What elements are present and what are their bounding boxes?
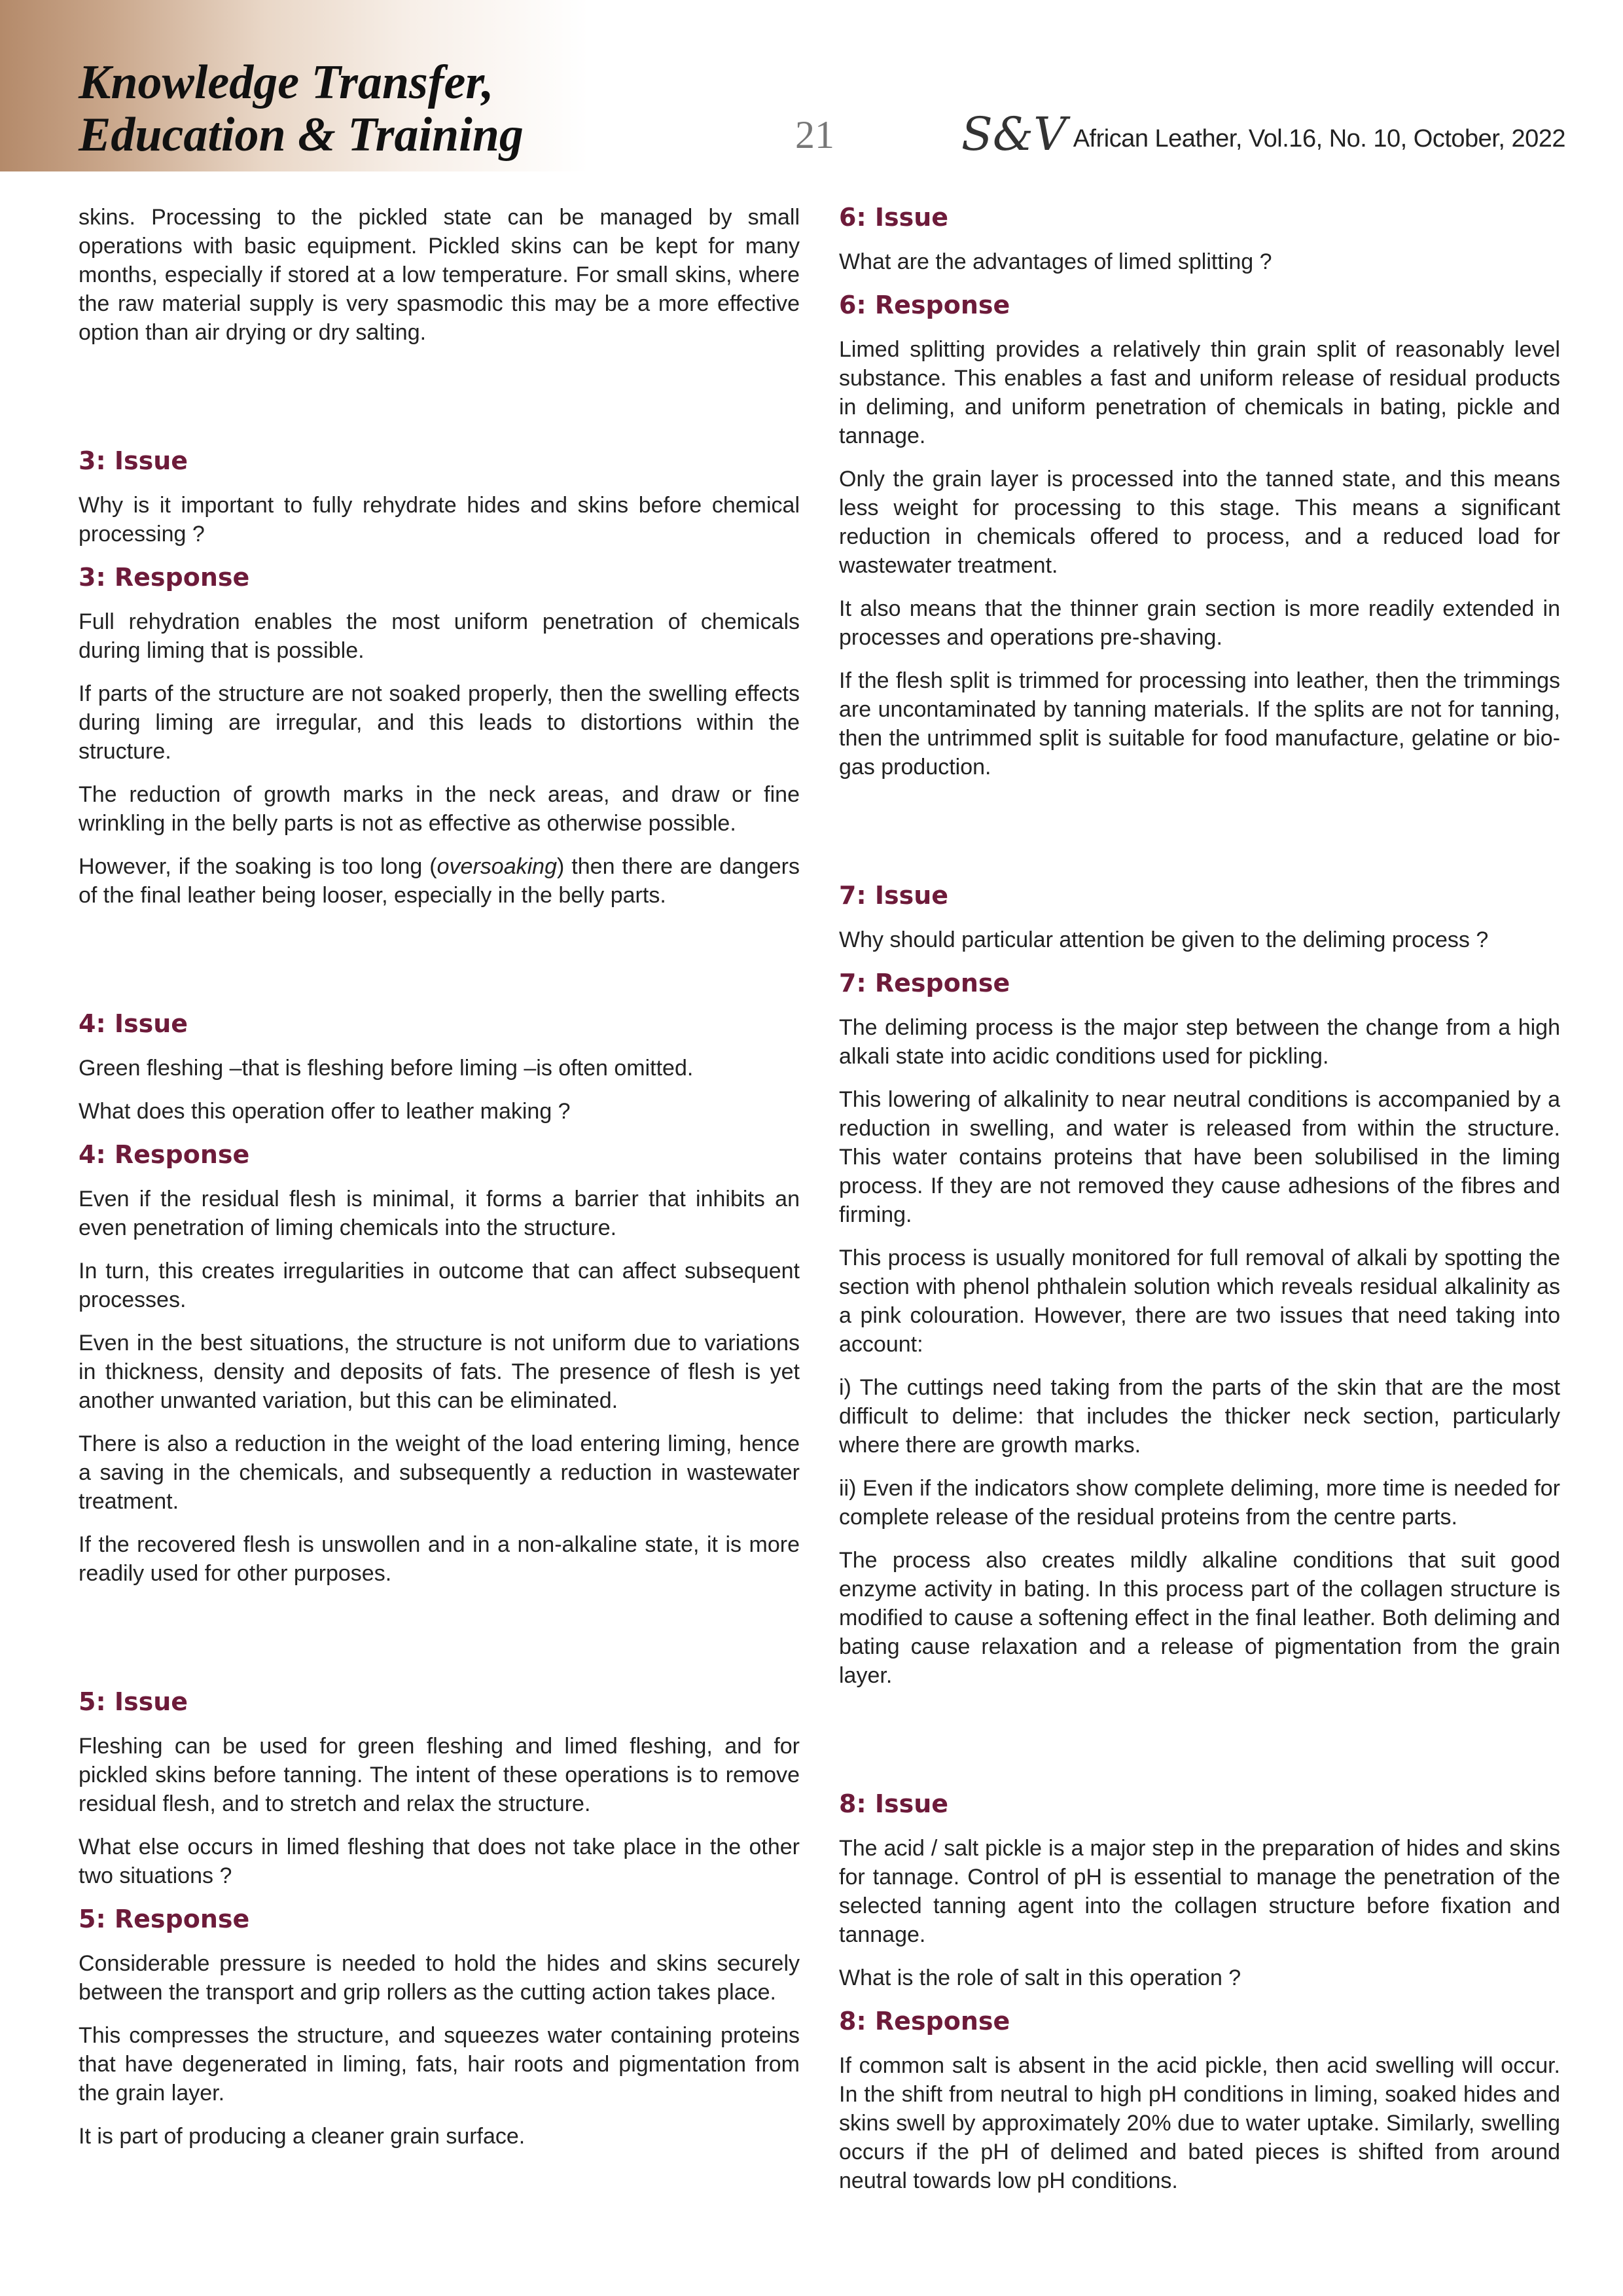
response-7-paragraph: ii) Even if the indicators show complete deliming, more time is needed for complete release of the residual proteins from the centre parts.: [839, 1476, 1560, 1530]
response-3-paragraph: The reduction of growth marks in the neck areas, and draw or fine wrinkling in the belly parts is not as effective as otherwise possible.: [79, 782, 800, 836]
response-5-paragraph: It is part of producing a cleaner grain surface.: [79, 2124, 526, 2149]
response-8-heading: 8: Response: [839, 2007, 1010, 2036]
response-6-paragraph: Only the grain layer is processed into the tanned state, and this means less weight for processing to this stage. This means a significant reduction in chemicals offered to process, and a reduced load for wastewater treatment.: [839, 467, 1560, 578]
response-4-paragraph: Even if the residual flesh is minimal, it forms a barrier that inhibits an even penetration of liming chemicals into the structure.: [79, 1187, 800, 1240]
response-4-paragraph: There is also a reduction in the weight of the load entering liming, hence a saving in the chemicals, and subsequently a reduction in wastewater treatment.: [79, 1431, 800, 1514]
oversoaking-term: oversoaking: [437, 854, 557, 879]
right-column: [839, 203, 1560, 2210]
response-4-paragraph: In turn, this creates irregularities in outcome that can affect subsequent processes.: [79, 1259, 800, 1312]
issue-6-heading: 6: Issue: [839, 203, 949, 232]
journal-citation: African Leather, Vol.16, No. 10, October, 2022: [1073, 125, 1565, 152]
left-column: [79, 203, 800, 2165]
response-5-paragraph: This compresses the structure, and squeezes water containing proteins that have degenerated in liming, fats, hair roots and pigmentation from the grain layer.: [79, 2023, 800, 2106]
issue-3-question: Why is it important to fully rehydrate hides and skins before chemical processing ?: [79, 493, 800, 547]
journal-info: [961, 107, 1565, 161]
issue-8-question: What is the role of salt in this operation ?: [839, 1965, 1241, 1990]
response-5-heading: 5: Response: [79, 1905, 250, 1933]
response-7-paragraph: This process is usually monitored for full removal of alkali by spotting the section with phenol phthalein solution which reveals residual alkalinity as a pink colouration. However, there are two issues that need taking into account:: [839, 1246, 1560, 1357]
text-run: ) then there are dangers of the final leather being looser, especially in the belly parts.: [79, 854, 800, 908]
response-5-paragraph: Considerable pressure is needed to hold the hides and skins securely between the transport and grip rollers as the cutting action takes place.: [79, 1951, 800, 2005]
issue-4-question: What does this operation offer to leather making ?: [79, 1099, 571, 1124]
response-6-paragraph: It also means that the thinner grain section is more readily extended in processes and operations pre-shaving.: [839, 596, 1560, 650]
spacer: [79, 924, 800, 1009]
response-4-heading: 4: Response: [79, 1140, 250, 1169]
response-3-paragraph-4: [79, 852, 800, 910]
issue-6-question: What are the advantages of limed splitting ?: [839, 249, 1272, 274]
response-4-paragraph: If the recovered flesh is unswollen and in a non-alkaline state, it is more readily used for other purposes.: [79, 1532, 800, 1586]
response-3-paragraph: If parts of the structure are not soaked properly, then the swelling effects during liming are irregular, and this leads to distortions within the structure.: [79, 681, 800, 764]
issue-7-question: Why should particular attention be given to the deliming process ?: [839, 927, 1489, 952]
page-number: 21: [795, 113, 834, 156]
spacer: [79, 1602, 800, 1687]
issue-3-heading: 3: Issue: [79, 446, 188, 475]
response-6-paragraph: If the flesh split is trimmed for processing into leather, then the trimmings are uncontaminated by tanning materials. If the splits are not for tanning, then the untrimmed split is suitable for food manufacture, gelatine or bio-gas production.: [839, 668, 1560, 780]
response-7-paragraph: The deliming process is the major step between the change from a high alkali state into acidic conditions used for pickling.: [839, 1015, 1560, 1069]
issue-7-heading: 7: Issue: [839, 881, 949, 910]
publisher-logo: S&V: [961, 107, 1067, 161]
spacer: [79, 361, 800, 446]
issue-8-statement: The acid / salt pickle is a major step in the preparation of hides and skins for tannage. Control of pH is essential to manage the penetration of the selected tanning agent into the collagen structure before fixation and tannage.: [839, 1836, 1560, 1947]
response-6-heading: 6: Response: [839, 291, 1010, 319]
section-title-line2: Education & Training: [79, 108, 524, 162]
response-7-paragraph: i) The cuttings need taking from the parts of the skin that are the most difficult to delime: that includes the thicker neck section, particularly where there are growth marks.: [839, 1375, 1560, 1458]
response-6-paragraph: Limed splitting provides a relatively thin grain split of reasonably level substance. This enables a fast and uniform release of residual products in deliming, and uniform penetration of chemicals in bating, pickle and tannage.: [839, 337, 1560, 448]
response-7-paragraph: The process also creates mildly alkaline conditions that suit good enzyme activity in bating. In this process part of the collagen structure is modified to cause a softening effect in the final leather. Both deliming and bating cause relaxation and a release of pigmentation from the grain layer.: [839, 1548, 1560, 1688]
spacer: [839, 796, 1560, 881]
response-8-paragraph: If common salt is absent in the acid pickle, then acid swelling will occur. In the shift from neutral to high pH conditions in liming, soaked hides and skins swell by approximately 20% due to water uptake. Similarly, swelling occurs if the pH of delimed and bated pieces is shifted from around neutral towards low pH conditions.: [839, 2053, 1560, 2193]
issue-4-heading: 4: Issue: [79, 1009, 188, 1038]
issue-5-statement: Fleshing can be used for green fleshing and limed fleshing, and for pickled skins before tanning. The intent of these operations is to remove residual flesh, and to stretch and relax the structure.: [79, 1734, 800, 1816]
issue-8-heading: 8: Issue: [839, 1789, 949, 1818]
response-7-heading: 7: Response: [839, 969, 1010, 997]
issue-5-question: What else occurs in limed fleshing that does not take place in the other two situations ?: [79, 1835, 800, 1888]
section-title-line1: Knowledge Transfer,: [79, 56, 494, 109]
response-3-paragraph: Full rehydration enables the most uniform penetration of chemicals during liming that is possible.: [79, 609, 800, 663]
section-title: [79, 56, 524, 161]
response-3-heading: 3: Response: [79, 563, 250, 592]
response-4-paragraph: Even in the best situations, the structure is not uniform due to variations in thickness, density and deposits of fats. The presence of flesh is yet another unwanted variation, but this can be eliminated.: [79, 1331, 800, 1413]
spacer: [839, 1704, 1560, 1789]
text-run: However, if the soaking is too long (: [79, 854, 437, 879]
issue-5-heading: 5: Issue: [79, 1687, 188, 1716]
issue-4-statement: Green fleshing –that is fleshing before liming –is often omitted.: [79, 1056, 694, 1081]
intro-paragraph: skins. Processing to the pickled state can be managed by small operations with basic equipment. Pickled skins can be kept for many months, especially if stored at a low temperature. For small skins, where the raw material supply is very spasmodic this may be a more effective option than air drying or dry salting.: [79, 205, 800, 345]
response-7-paragraph: This lowering of alkalinity to near neutral conditions is accompanied by a reduction in swelling, and water is released from within the structure. This water contains proteins that have been solubilised in the liming process. If they are not removed they cause adhesions of the fibres and firming.: [839, 1087, 1560, 1227]
